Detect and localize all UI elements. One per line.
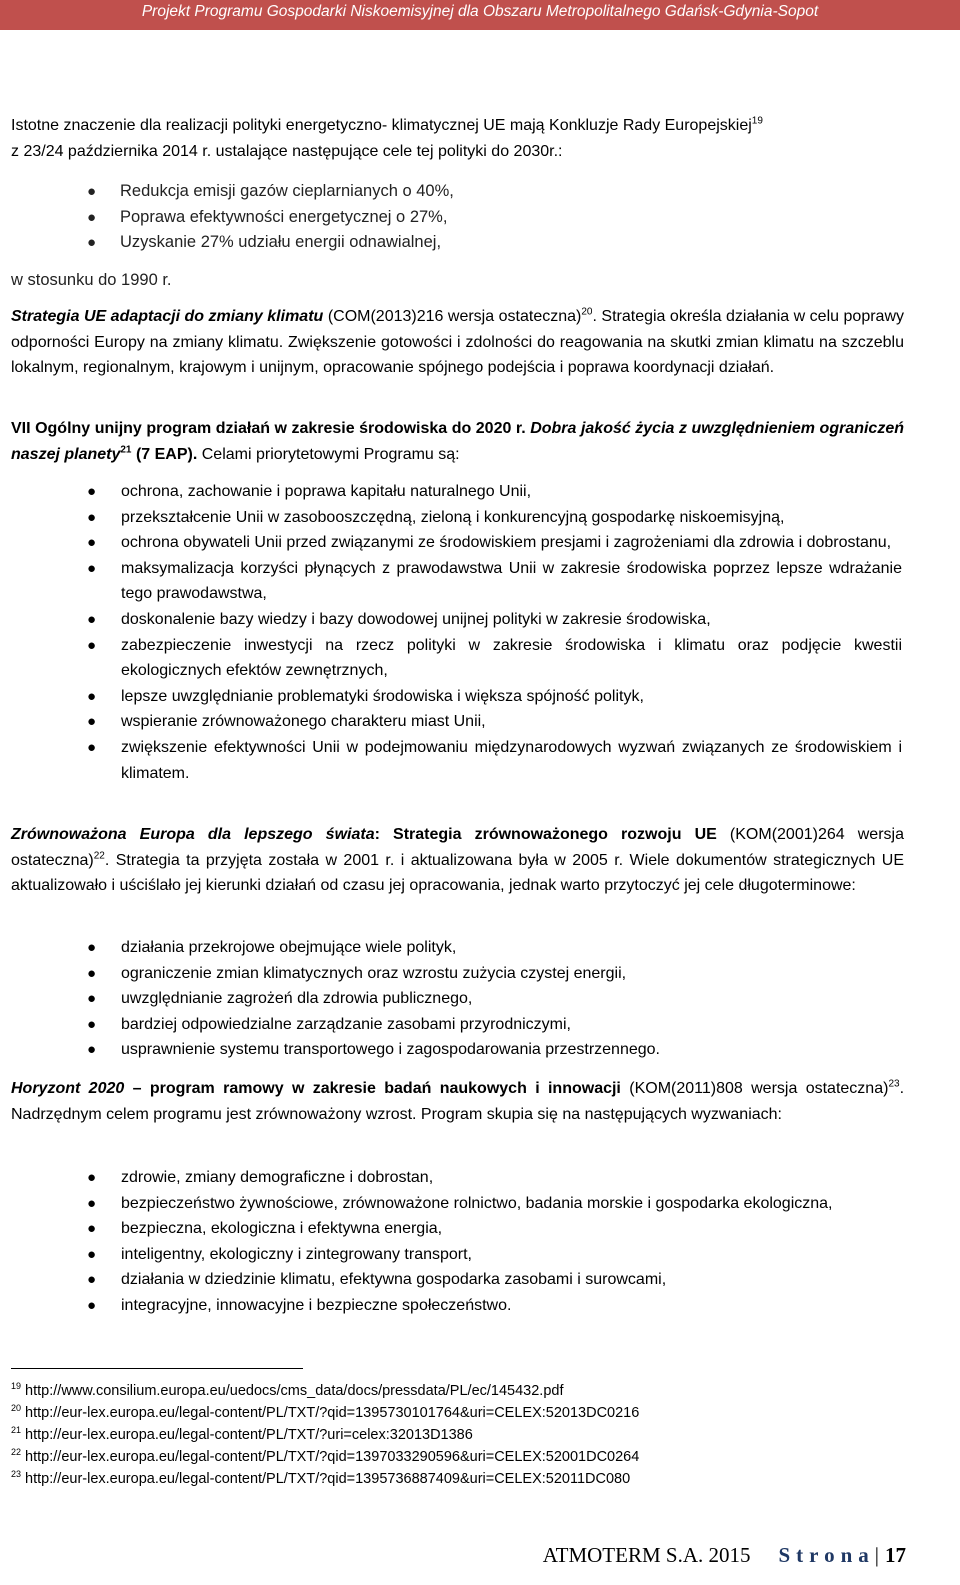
section-abbr: (7 EAP). <box>135 445 198 463</box>
footnote-ref-22: 22 <box>93 850 105 862</box>
page-footer <box>543 1540 906 1570</box>
list-item: ● maksymalizacja korzyści płynących z prawodawstwa Unii w zakresie środowiska poprzez lepsze wdrażanie tego prawodawstwa, <box>92 556 902 607</box>
sustainable-europe-paragraph <box>11 822 904 899</box>
section-title: Zrównoważona Europa dla lepszego świata <box>11 826 375 843</box>
list-item: ● wspieranie zrównoważonego charakteru miast Unii, <box>92 709 902 735</box>
footer-separator: | <box>874 1543 879 1567</box>
page-number: 17 <box>885 1543 906 1567</box>
bullet-icon: ● <box>87 610 97 628</box>
section-text: . Strategia ta przyjęta została w 2001 r. i aktualizowana była w 2005 r. Wiele dokumentów strategicznych UE aktualizowało i uściślało jej kierunki działań od czasu jej opracowania, jednak warto przytoczyć jej cele długoterminowe: <box>11 851 904 895</box>
list-item: ● lepsze uwzględnianie problematyki środowiska i większa spójność polityk, <box>92 684 902 710</box>
footnote-link[interactable]: http://eur-lex.europa.eu/legal-content/PL/TXT/?uri=celex:32013D1386 <box>25 1427 473 1443</box>
list-item: ● inteligentny, ekologiczny i zintegrowany transport, <box>92 1242 902 1268</box>
document-reference: (COM(2013)216 wersja ostateczna) <box>327 308 582 325</box>
bullet-icon: ● <box>87 1220 97 1238</box>
section-text: . Nadrzędnym celem programu jest zrównoważony wzrost. Program skupia się na następujących wyzwaniach: <box>11 1080 905 1123</box>
list-item: ● ochrona obywateli Unii przed związanymi ze środowiskiem presjami i zagrożeniami dla zdrowia i dobrostanu, <box>92 530 902 556</box>
list-item: ● ochrona, zachowanie i poprawa kapitału naturalnego Unii, <box>92 479 902 505</box>
document-reference: (KOM(2001)264 wersja ostateczna) <box>11 826 904 869</box>
bullet-icon: ● <box>87 1271 97 1289</box>
bullet-icon: ● <box>87 1169 97 1186</box>
section-subtitle: Dobra jakość życia z uwzględnieniem ograniczeń naszej planety <box>11 420 905 463</box>
list-item: ● Redukcja emisji gazów cieplarnianych o 40%, <box>92 179 902 205</box>
bullet-icon: ● <box>87 1194 97 1212</box>
intro-outro: w stosunku do 1990 r. <box>11 271 172 289</box>
bullet-icon: ● <box>87 964 97 982</box>
section-text: . Strategia określa działania w celu poprawy odporności Europy na zmiany klimatu. Zwiększenie gotowości i zdolności do reagowania na skutki zmian klimatu na szczeblu lokalnym, regionalnym, krajowym i unijnym, opracowanie spójnego podejścia i poprawa koordynacji działań. <box>11 308 905 377</box>
footnote-link[interactable]: http://eur-lex.europa.eu/legal-content/PL/TXT/?qid=1397033290596&uri=CELEX:52001DC0264 <box>25 1449 640 1465</box>
horizon-2020-paragraph <box>11 1076 904 1127</box>
list-item: ● Uzyskanie 27% udziału energii odnawialnej, <box>92 230 902 256</box>
list-item: ● zwiększenie efektywności Unii w podejmowaniu międzynarodowych wyzwań związanych ze środowiskiem i klimatem. <box>92 735 902 786</box>
list-item: ● działania w dziedzinie klimatu, efektywna gospodarka zasobami i surowcami, <box>92 1267 902 1293</box>
list-item: ● przekształcenie Unii w zasobooszczędną, zieloną i konkurencyjną gospodarkę niskoemisyjną, <box>92 505 902 531</box>
list-item: ● bardziej odpowiedzialne zarządzanie zasobami przyrodniczymi, <box>92 1012 902 1038</box>
intro-paragraph <box>11 113 904 164</box>
list-item: ● ograniczenie zmian klimatycznych oraz wzrostu zużycia czystej energii, <box>92 961 902 987</box>
bullet-icon: ● <box>87 687 97 705</box>
bullet-icon: ● <box>87 939 97 956</box>
footnote-link[interactable]: http://eur-lex.europa.eu/legal-content/PL/TXT/?qid=1395736887409&uri=CELEX:52011DC080 <box>25 1471 631 1487</box>
footnote-ref-20: 20 <box>581 306 593 318</box>
bullet-icon: ● <box>87 738 97 756</box>
header-title: Projekt Programu Gospodarki Niskoemisyjnej dla Obszaru Metropolitalnego Gdańsk-Gdynia-Sopot <box>141 3 819 20</box>
footnote-22: $^{22}$ http://eur-lex.europa.eu/legal-content/PL/TXT/?qid=1397033290596&uri=CELEX:52001DC0264 <box>11 1447 640 1465</box>
section-title: Horyzont 2020 <box>11 1080 125 1097</box>
bullet-icon: ● <box>87 208 97 226</box>
list-item: ● uwzględnianie zagrożeń dla zdrowia publicznego, <box>92 986 902 1012</box>
intro-text-a: Istotne znaczenie dla realizacji polityki energetyczno- klimatycznej UE mają Konkluzje Rady Europejskiej <box>11 117 752 134</box>
footnote-separator <box>11 1368 303 1369</box>
footer-page-label: Strona <box>778 1543 875 1567</box>
bullet-icon: ● <box>87 559 97 577</box>
section-subtitle: – program ramowy w zakresie badań naukowych i innowacji <box>124 1080 621 1097</box>
bullet-icon: ● <box>87 234 97 252</box>
section-title: Strategia UE adaptacji do zmiany klimatu <box>11 308 324 325</box>
intro-text-b: z 23/24 października 2014 r. ustalające następujące cele tej polityki do 2030r.: <box>11 142 563 160</box>
bullet-icon: ● <box>87 1296 97 1314</box>
list-item: ● integracyjne, innowacyjne i bezpieczne społeczeństwo. <box>92 1293 902 1319</box>
bullet-icon: ● <box>87 990 97 1008</box>
bullet-icon: ● <box>87 1245 97 1263</box>
footnote-ref-19: 19 <box>751 115 763 127</box>
list-item: ● zdrowie, zmiany demograficzne i dobrostan, <box>92 1165 902 1191</box>
list-item: ● bezpieczeństwo żywnościowe, zrównoważone rolnictwo, badania morskie i gospodarka ekologiczna, <box>92 1191 902 1217</box>
horizon-challenges-list <box>87 1165 902 1319</box>
list-item: ● zabezpieczenie inwestycji na rzecz polityki w zakresie środowiska i klimatu oraz podjęcie kwestii ekologicznych efektów zewnętrznych, <box>92 633 902 684</box>
list-item: ● usprawnienie systemu transportowego i zagospodarowania przestrzennego. <box>92 1037 902 1063</box>
targets-list <box>87 179 902 256</box>
adaptation-strategy-paragraph <box>11 304 904 381</box>
bullet-icon: ● <box>87 534 97 552</box>
footnote-ref-23: 23 <box>888 1078 900 1090</box>
list-item: ● bezpieczna, ekologiczna i efektywna energia, <box>92 1216 902 1242</box>
bullet-icon: ● <box>87 713 97 731</box>
bullet-icon: ● <box>87 636 97 654</box>
bullet-icon: ● <box>87 1041 97 1059</box>
page-header <box>0 0 960 30</box>
footnote-20: $^{20}$ http://eur-lex.europa.eu/legal-content/PL/TXT/?qid=1395730101764&uri=CELEX:52013DC0216 <box>11 1403 640 1421</box>
bullet-icon: ● <box>87 1015 97 1033</box>
eap-priorities-list <box>87 479 902 786</box>
document-reference: (KOM(2011)808 wersja ostateczna) <box>629 1080 889 1097</box>
footnote-21: $^{21}$ http://eur-lex.europa.eu/legal-content/PL/TXT/?uri=celex:32013D1386 <box>11 1425 473 1443</box>
section-title: VII Ogólny unijny program działań w zakresie środowiska do 2020 r. <box>11 420 526 437</box>
section-text: Celami priorytetowymi Programu są: <box>201 445 460 463</box>
bullet-icon: ● <box>87 483 97 500</box>
list-item: ● doskonalenie bazy wiedzy i bazy dowodowej unijnej polityki w zakresie środowiska, <box>92 607 902 633</box>
footnote-link[interactable]: http://eur-lex.europa.eu/legal-content/PL/TXT/?qid=1395730101764&uri=CELEX:52013DC0216 <box>25 1405 640 1421</box>
footer-company: ATMOTERM S.A. 2015 <box>542 1543 751 1567</box>
section-subtitle: : Strategia zrównoważonego rozwoju UE <box>374 826 717 843</box>
eap-paragraph <box>11 416 904 467</box>
list-item: ● działania przekrojowe obejmujące wiele polityk, <box>92 935 902 961</box>
footnote-link[interactable]: http://www.consilium.europa.eu/uedocs/cms_data/docs/pressdata/PL/ec/145432.pdf <box>25 1383 564 1399</box>
bullet-icon: ● <box>87 508 97 526</box>
bullet-icon: ● <box>87 183 97 200</box>
footnote-23: $^{23}$ http://eur-lex.europa.eu/legal-content/PL/TXT/?qid=1395736887409&uri=CELEX:52011DC080 <box>11 1469 631 1487</box>
list-item: ● Poprawa efektywności energetycznej o 27%, <box>92 205 902 231</box>
sustainable-goals-list <box>87 935 902 1063</box>
footnote-ref-21: 21 <box>120 444 132 456</box>
footnote-19: $^{19}$ http://www.consilium.europa.eu/uedocs/cms_data/docs/pressdata/PL/ec/145432.pdf <box>11 1381 564 1399</box>
